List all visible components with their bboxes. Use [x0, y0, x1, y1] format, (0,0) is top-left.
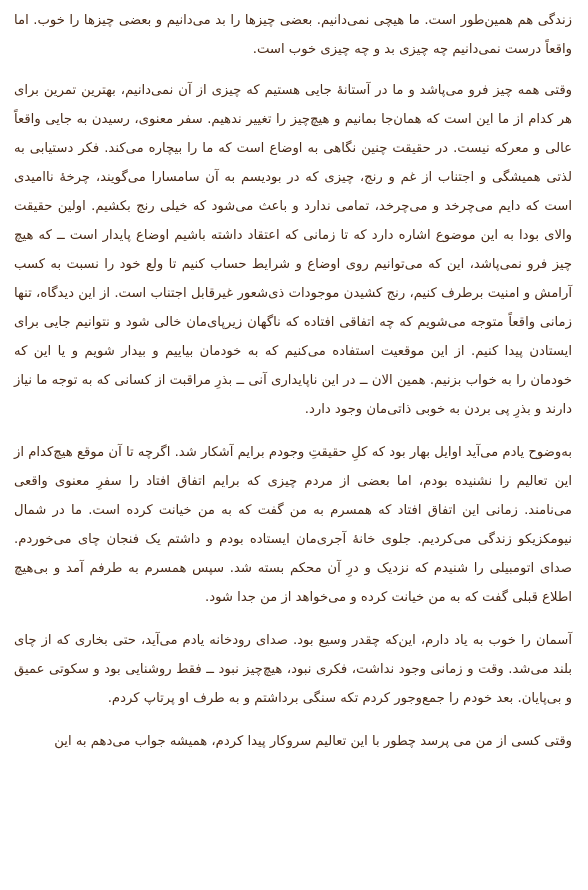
paragraph-5: وقتی کسی از من می پرسد چطور با این تعالیم سروکار پیدا کردم، همیشه جواب می‌دهم به این — [54, 734, 572, 749]
paragraph-2: وقتی همه چیز فرو می‌پاشد و ما در آستانهٔ جایی هستیم که چیزی از آن نمی‌دانیم، بهترین تمرین برای هر کدام از ما این است که همان‌جا بمانیم و هیچ‌چیز را تغییر ندهیم. سفر معنوی، رسیدن به جایی واقعاً عالی و معرکه نیست. در حقیقت چنین نگاهی به اوضاع است که ما را بیچاره می‌کند. فکر دستیابی به لذتی همیشگی و اجتناب از غم و رنج، چیزی که در بودیسم به آن سامسارا می‌گویند، چرخهٔ ناامیدی است که دایم می‌چرخد و می‌چرخد، تمامی ندارد و باعث می‌شود که خیلی رنج بکشیم. اولین حقیقت والای بودا به این موضوع اشاره دارد که تا زمانی که اعتقاد داشته باشیم اوضاع پایدار است ــ که هیچ چیز فرو نمی‌پاشد، این که می‌توانیم روی اوضاع و شرایط حساب کنیم تا ولع خود را نسبت به کسب آرامش و امنیت برطرف کنیم، رنج کشیدن موجودات ذی‌شعور غیرقابل اجتناب است. از این دیدگاه، تنها زمانی واقعاً متوجه می‌شویم که چه اتفاقی افتاده که ناگهان زیرپای‌مان خالی شود و نتوانیم جایی برای ایستادن پیدا کنیم. از این موقعیت استفاده می‌کنیم که به خودمان بیاییم و بیدار شویم و یا این که خودمان را به خواب بزنیم. همین الان ــ در این ناپایداری آنی ــ بذرِ مراقبت از کسانی که به توجه ما نیاز دارند و بذرِ پی بردن به خوبی ذاتی‌مان وجود دارد. — [14, 83, 572, 417]
paragraph-3: به‌وضوح یادم می‌آید اوایل بهار بود که کلِ حقیقتِ وجودم برایم آشکار شد. اگرچه تا آن موقع هیچ‌کدام از این تعالیم را نشنیده بودم، اما بعضی از مردم چیزی که برایم اتفاق افتاد را سفرِ معنوی واقعی می‌نامند. زمانی این اتفاق افتاد که همسرم به من گفت که به من خیانت کرده است. ما در شمال نیومکزیکو زندگی می‌کردیم. جلوی خانهٔ آجری‌مان ایستاده بودم و داشتم یک فنجان چای می‌خوردم. صدای اتومبیلی را شنیدم که نزدیک و درِ آن محکم بسته شد. سپس همسرم به طرفم آمد و بی‌هیچ اطلاع قبلی گفت که به من خیانت کرده و می‌خواهد از من جدا شود. — [14, 445, 572, 605]
paragraph-1: زندگی هم همین‌طور است. ما هیچی نمی‌دانیم. بعضی چیزها را بد می‌دانیم و بعضی چیزها را خوب. اما واقعاً درست نمی‌دانیم چه چیزی بد و چه چیزی خوب است. — [14, 13, 572, 57]
paragraph-4: آسمان را خوب به یاد دارم، این‌که چقدر وسیع بود. صدای رودخانه یادم می‌آید، حتی بخاری که از چای بلند می‌شد. وقت و زمانی وجود نداشت، فکری نبود، هیچ‌چیز نبود ــ فقط روشنایی بود و سکوتی عمیق و بی‌پایان. بعد خودم را جمع‌وجور کردم تکه سنگی برداشتم و به طرف او پرتاپ کردم. — [14, 633, 572, 706]
